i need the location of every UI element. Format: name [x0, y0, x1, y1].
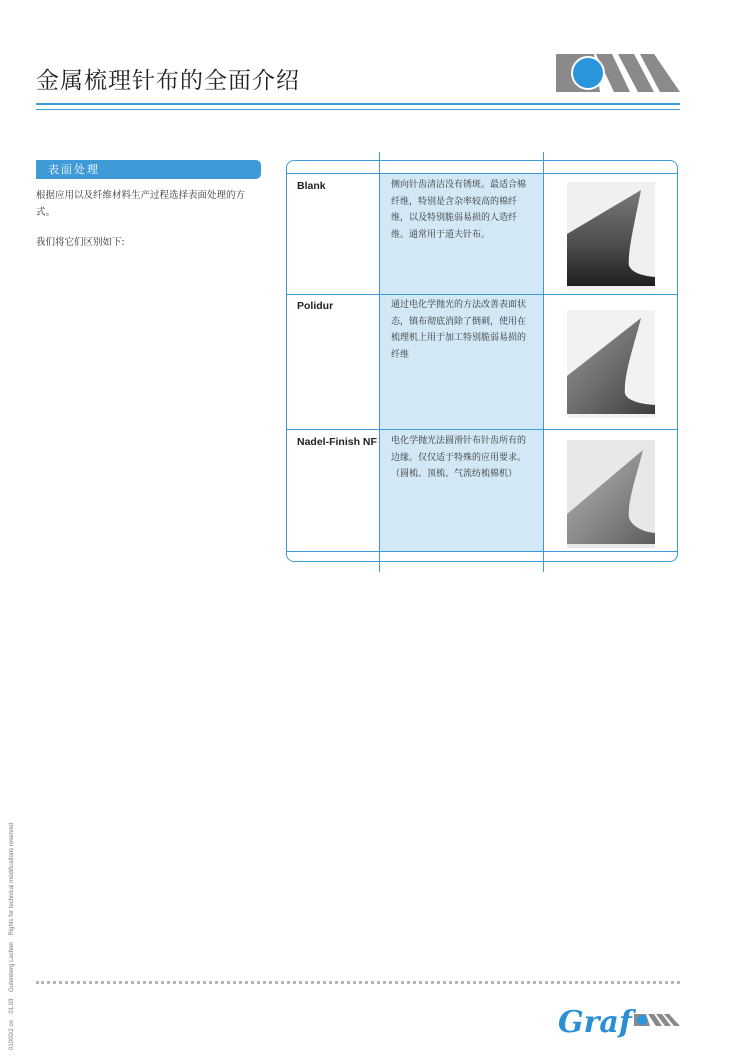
row-name-blank: Blank: [297, 180, 326, 192]
graf-logo: [556, 996, 680, 1046]
doc-rights: Rights for technical modifications reserved: [9, 822, 15, 936]
row-name-polidur: Polidur: [297, 300, 334, 312]
footer-dotted-rule: [36, 981, 680, 984]
doc-location: Gutenberg Lachen: [9, 942, 15, 992]
row-desc-polidur: 通过电化学抛光的方法改善表面状态，镇布彻底消除了倒刺，使用在梳理机上用于加工特别脆弱易损的纤维: [391, 300, 527, 360]
row-desc-blank: 侧向针齿清洁没有锈斑。最适合棉纤维，特别是含杂率较高的棉纤维，以及特别脆弱易损的人造纤维。通常用于道夫针布。: [391, 180, 527, 240]
row-divider: [287, 294, 678, 295]
column-divider: [543, 161, 544, 562]
intro-text-2: 我们将它们区别如下:: [36, 237, 125, 248]
graf-wordmark: Graf: [558, 1005, 632, 1040]
graf-stripe-logo: [556, 54, 680, 92]
header-rule-thin: [36, 109, 680, 110]
table-footer-rule: [287, 551, 678, 552]
header-rule-thick: [36, 103, 680, 105]
nadel-finish-needle-photo: [567, 440, 655, 548]
page-title: 金属梳理针布的全面介绍: [36, 68, 300, 94]
row-desc-nadel-finish: 电化学抛光法圆滑针布针齿所有的边缘。仅仅适于特殊的应用要求。（圆梳、顶梳、气流纺梳棉机）: [391, 436, 527, 479]
section-header: 表面处理: [36, 160, 261, 179]
doc-date: 01.03: [9, 998, 15, 1014]
column-divider: [379, 161, 380, 562]
doc-code: 01000/2 cn: [9, 1020, 15, 1050]
surface-treatment-table: [286, 160, 678, 562]
row-divider: [287, 429, 678, 430]
blank-needle-photo: [567, 182, 655, 290]
intro-text: 根据应用以及纤维材料生产过程选择表面处理的方式。: [36, 190, 246, 218]
row-name-nadel-finish: Nadel-Finish NF: [297, 436, 377, 448]
footer-vertical-text: [9, 818, 15, 1050]
polidur-needle-photo: [567, 310, 655, 418]
table-header-rule: [287, 173, 678, 174]
